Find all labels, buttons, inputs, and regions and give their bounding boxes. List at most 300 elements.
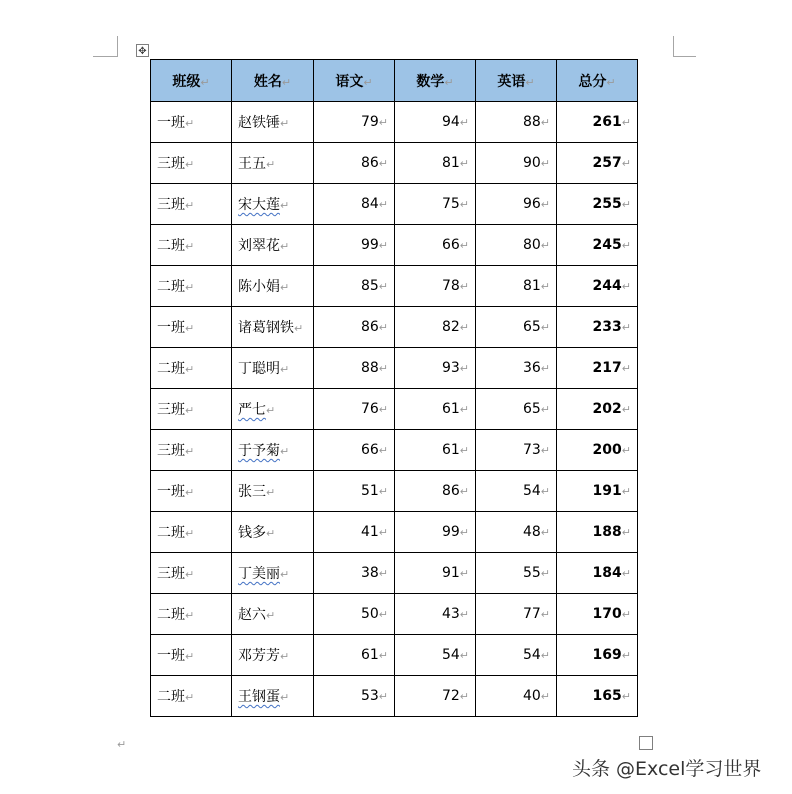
chinese-score-cell-value: 76 (360, 401, 379, 417)
class-cell[interactable] (151, 594, 232, 635)
column-header-label: 班级 (172, 73, 201, 90)
name-cell-value: 丁美丽 (238, 566, 280, 582)
cell-end-mark: ↵ (280, 445, 290, 458)
cell-end-mark: ↵ (459, 403, 469, 416)
cell-end-mark: ↵ (185, 691, 195, 704)
total-score-cell[interactable] (557, 430, 638, 471)
cell-end-mark: ↵ (185, 445, 195, 458)
total-score-cell-value: 233 (592, 319, 622, 335)
class-cell-value: 一班 (157, 648, 185, 664)
name-cell[interactable] (232, 594, 314, 635)
math-score-cell[interactable] (395, 594, 476, 635)
total-score-cell-value: 188 (592, 524, 622, 540)
class-cell-value: 一班 (157, 115, 185, 131)
math-score-cell-value: 43 (441, 606, 460, 622)
table-row (151, 594, 638, 635)
cell-end-mark: ↵ (378, 321, 388, 334)
english-score-cell-value: 36 (522, 360, 541, 376)
name-cell-value: 于予菊 (238, 443, 280, 459)
english-score-cell-value: 54 (522, 483, 541, 499)
english-score-cell-value: 96 (522, 196, 541, 212)
cell-end-mark: ↵ (378, 608, 388, 621)
column-header[interactable] (476, 60, 557, 102)
cell-end-mark: ↵ (185, 609, 195, 622)
column-header[interactable] (314, 60, 395, 102)
cell-end-mark: ↵ (200, 75, 210, 89)
name-cell-value: 王五 (238, 156, 266, 172)
cell-end-mark: ↵ (280, 117, 290, 130)
table-move-handle-icon[interactable]: ✥ (136, 44, 149, 57)
chinese-score-cell-value: 79 (360, 114, 379, 130)
cell-end-mark: ↵ (280, 363, 290, 376)
cell-end-mark: ↵ (185, 158, 195, 171)
cell-end-mark: ↵ (459, 157, 469, 170)
english-score-cell-value: 65 (522, 319, 541, 335)
chinese-score-cell[interactable] (314, 512, 395, 553)
chinese-score-cell[interactable] (314, 471, 395, 512)
column-header-label: 总分 (578, 73, 607, 90)
cell-end-mark: ↵ (378, 690, 388, 703)
chinese-score-cell[interactable] (314, 266, 395, 307)
cell-end-mark: ↵ (540, 280, 550, 293)
math-score-cell[interactable] (395, 471, 476, 512)
cell-end-mark: ↵ (459, 690, 469, 703)
cell-end-mark: ↵ (621, 157, 631, 170)
cell-end-mark: ↵ (266, 404, 276, 417)
cell-end-mark: ↵ (378, 239, 388, 252)
table-header-row (151, 60, 638, 102)
english-score-cell[interactable] (476, 676, 557, 717)
cell-end-mark: ↵ (459, 321, 469, 334)
table-row (151, 512, 638, 553)
class-cell-value: 二班 (157, 607, 185, 623)
table-row (151, 430, 638, 471)
column-header-label: 英语 (497, 73, 526, 90)
english-score-cell-value: 81 (522, 278, 541, 294)
cell-end-mark: ↵ (185, 363, 195, 376)
name-cell[interactable] (232, 512, 314, 553)
math-score-cell-value: 61 (441, 401, 460, 417)
cell-end-mark: ↵ (540, 321, 550, 334)
cell-end-mark: ↵ (378, 649, 388, 662)
total-score-cell-value: 169 (592, 647, 622, 663)
class-cell[interactable] (151, 184, 232, 225)
math-score-cell-value: 72 (441, 688, 460, 704)
cell-end-mark: ↵ (280, 199, 290, 212)
class-cell-value: 二班 (157, 279, 185, 295)
total-score-cell-value: 165 (592, 688, 622, 704)
table-row (151, 676, 638, 717)
column-header[interactable] (395, 60, 476, 102)
table-row (151, 266, 638, 307)
cell-end-mark: ↵ (280, 568, 290, 581)
cell-end-mark: ↵ (459, 526, 469, 539)
chinese-score-cell[interactable] (314, 430, 395, 471)
math-score-cell-value: 91 (441, 565, 460, 581)
cell-end-mark: ↵ (459, 567, 469, 580)
total-score-cell-value: 261 (592, 114, 622, 130)
cell-end-mark: ↵ (185, 240, 195, 253)
class-cell[interactable] (151, 389, 232, 430)
english-score-cell[interactable] (476, 471, 557, 512)
cell-end-mark: ↵ (459, 116, 469, 129)
cell-end-mark: ↵ (540, 157, 550, 170)
math-score-cell[interactable] (395, 143, 476, 184)
name-cell[interactable] (232, 389, 314, 430)
class-cell[interactable] (151, 553, 232, 594)
cell-end-mark: ↵ (621, 567, 631, 580)
chinese-score-cell[interactable] (314, 348, 395, 389)
class-cell-value: 三班 (157, 402, 185, 418)
cell-end-mark: ↵ (459, 608, 469, 621)
cell-end-mark: ↵ (378, 485, 388, 498)
cell-end-mark: ↵ (525, 75, 535, 89)
class-cell[interactable] (151, 307, 232, 348)
total-score-cell[interactable] (557, 266, 638, 307)
watermark: 头条 @Excel学习世界 (572, 758, 762, 780)
class-cell[interactable] (151, 143, 232, 184)
name-cell-value: 陈小娟 (238, 279, 280, 295)
cell-end-mark: ↵ (185, 404, 195, 417)
chinese-score-cell-value: 88 (360, 360, 379, 376)
math-score-cell-value: 82 (441, 319, 460, 335)
total-score-cell-value: 245 (592, 237, 622, 253)
math-score-cell-value: 75 (441, 196, 460, 212)
chinese-score-cell[interactable] (314, 143, 395, 184)
name-cell-value: 宋大莲 (238, 197, 280, 213)
cell-end-mark: ↵ (540, 485, 550, 498)
chinese-score-cell[interactable] (314, 184, 395, 225)
english-score-cell[interactable] (476, 184, 557, 225)
cell-end-mark: ↵ (280, 281, 290, 294)
math-score-cell[interactable] (395, 184, 476, 225)
cell-end-mark: ↵ (621, 485, 631, 498)
math-score-cell-value: 93 (441, 360, 460, 376)
cell-end-mark: ↵ (540, 567, 550, 580)
cell-end-mark: ↵ (459, 280, 469, 293)
name-cell-value: 张三 (238, 484, 266, 500)
column-header-label: 姓名 (253, 73, 282, 90)
chinese-score-cell-value: 51 (360, 483, 379, 499)
math-score-cell[interactable] (395, 389, 476, 430)
total-score-cell-value: 191 (592, 483, 622, 499)
crop-mark-top-right (673, 36, 696, 57)
chinese-score-cell[interactable] (314, 635, 395, 676)
paragraph-mark: ↵ (117, 738, 127, 751)
table-row (151, 389, 638, 430)
english-score-cell-value: 65 (522, 401, 541, 417)
chinese-score-cell[interactable] (314, 389, 395, 430)
table-body (151, 102, 638, 717)
cell-end-mark: ↵ (459, 198, 469, 211)
total-score-cell[interactable] (557, 348, 638, 389)
crop-mark-top-left (93, 36, 118, 57)
chinese-score-cell[interactable] (314, 307, 395, 348)
cell-end-mark: ↵ (621, 649, 631, 662)
class-cell[interactable] (151, 225, 232, 266)
cell-end-mark: ↵ (185, 650, 195, 663)
cell-end-mark: ↵ (621, 321, 631, 334)
total-score-cell[interactable] (557, 389, 638, 430)
cell-end-mark: ↵ (459, 239, 469, 252)
class-cell-value: 二班 (157, 689, 185, 705)
chinese-score-cell-value: 66 (360, 442, 379, 458)
cell-end-mark: ↵ (621, 116, 631, 129)
cell-end-mark: ↵ (378, 198, 388, 211)
class-cell-value: 一班 (157, 320, 185, 336)
chinese-score-cell-value: 50 (360, 606, 379, 622)
chinese-score-cell[interactable] (314, 102, 395, 143)
chinese-score-cell-value: 99 (360, 237, 379, 253)
cell-end-mark: ↵ (280, 691, 290, 704)
cell-end-mark: ↵ (540, 444, 550, 457)
cell-end-mark: ↵ (281, 75, 292, 89)
class-cell-value: 二班 (157, 361, 185, 377)
table-row (151, 307, 638, 348)
name-cell[interactable] (232, 102, 314, 143)
english-score-cell[interactable] (476, 430, 557, 471)
cell-end-mark: ↵ (459, 649, 469, 662)
math-score-cell-value: 86 (441, 483, 460, 499)
cell-end-mark: ↵ (459, 485, 469, 498)
chinese-score-cell[interactable] (314, 553, 395, 594)
cell-end-mark: ↵ (540, 526, 550, 539)
table-row (151, 553, 638, 594)
name-cell-value: 丁聪明 (238, 361, 280, 377)
total-score-cell[interactable] (557, 553, 638, 594)
name-cell[interactable] (232, 635, 314, 676)
total-score-cell[interactable] (557, 143, 638, 184)
class-cell-value: 三班 (157, 156, 185, 172)
english-score-cell-value: 55 (522, 565, 541, 581)
chinese-score-cell-value: 61 (360, 647, 379, 663)
cell-end-mark: ↵ (378, 157, 388, 170)
class-cell[interactable] (151, 512, 232, 553)
english-score-cell-value: 54 (522, 647, 541, 663)
cell-end-mark: ↵ (280, 650, 290, 663)
chinese-score-cell-value: 53 (360, 688, 379, 704)
cell-end-mark: ↵ (280, 240, 290, 253)
cell-end-mark: ↵ (540, 198, 550, 211)
class-cell-value: 二班 (157, 238, 185, 254)
total-score-cell[interactable] (557, 471, 638, 512)
total-score-cell-value: 202 (592, 401, 622, 417)
total-score-cell-value: 200 (592, 442, 622, 458)
cell-end-mark: ↵ (621, 444, 631, 457)
chinese-score-cell[interactable] (314, 676, 395, 717)
cell-end-mark: ↵ (378, 362, 388, 375)
total-score-cell[interactable] (557, 635, 638, 676)
table-resize-handle[interactable] (639, 736, 653, 750)
class-cell[interactable] (151, 635, 232, 676)
math-score-cell[interactable] (395, 307, 476, 348)
cell-end-mark: ↵ (185, 281, 195, 294)
class-cell-value: 三班 (157, 197, 185, 213)
name-cell-value: 王钢蛋 (238, 689, 280, 705)
math-score-cell-value: 66 (441, 237, 460, 253)
class-cell[interactable] (151, 471, 232, 512)
chinese-score-cell-value: 86 (360, 319, 379, 335)
cell-end-mark: ↵ (185, 199, 195, 212)
math-score-cell[interactable] (395, 553, 476, 594)
chinese-score-cell-value: 84 (360, 196, 379, 212)
cell-end-mark: ↵ (621, 608, 631, 621)
cell-end-mark: ↵ (540, 362, 550, 375)
column-header-label: 数学 (416, 73, 445, 90)
math-score-cell[interactable] (395, 512, 476, 553)
chinese-score-cell-value: 85 (360, 278, 379, 294)
math-score-cell[interactable] (395, 102, 476, 143)
score-table[interactable] (150, 59, 638, 717)
english-score-cell-value: 77 (522, 606, 541, 622)
name-cell[interactable] (232, 553, 314, 594)
total-score-cell[interactable] (557, 102, 638, 143)
cell-end-mark: ↵ (185, 486, 195, 499)
class-cell-value: 一班 (157, 484, 185, 500)
math-score-cell[interactable] (395, 225, 476, 266)
cell-end-mark: ↵ (621, 403, 631, 416)
name-cell[interactable] (232, 348, 314, 389)
cell-end-mark: ↵ (621, 362, 631, 375)
math-score-cell-value: 99 (441, 524, 460, 540)
cell-end-mark: ↵ (459, 444, 469, 457)
math-score-cell[interactable] (395, 635, 476, 676)
math-score-cell[interactable] (395, 266, 476, 307)
name-cell-value: 严七 (238, 402, 266, 418)
name-cell[interactable] (232, 676, 314, 717)
table-row (151, 348, 638, 389)
chinese-score-cell[interactable] (314, 594, 395, 635)
table-row (151, 635, 638, 676)
math-score-cell-value: 81 (441, 155, 460, 171)
cell-end-mark: ↵ (540, 649, 550, 662)
class-cell[interactable] (151, 102, 232, 143)
cell-end-mark: ↵ (540, 116, 550, 129)
english-score-cell[interactable] (476, 635, 557, 676)
cell-end-mark: ↵ (266, 486, 276, 499)
cell-end-mark: ↵ (540, 608, 550, 621)
english-score-cell-value: 80 (522, 237, 541, 253)
cell-end-mark: ↵ (378, 526, 388, 539)
total-score-cell-value: 170 (592, 606, 622, 622)
chinese-score-cell-value: 41 (360, 524, 379, 540)
cell-end-mark: ↵ (444, 75, 454, 89)
column-header[interactable] (151, 60, 232, 102)
english-score-cell-value: 48 (522, 524, 541, 540)
table-row (151, 143, 638, 184)
name-cell[interactable] (232, 184, 314, 225)
class-cell-value: 二班 (157, 525, 185, 541)
total-score-cell[interactable] (557, 676, 638, 717)
total-score-cell-value: 217 (592, 360, 622, 376)
total-score-cell[interactable] (557, 307, 638, 348)
english-score-cell[interactable] (476, 143, 557, 184)
chinese-score-cell[interactable] (314, 225, 395, 266)
total-score-cell-value: 244 (592, 278, 622, 294)
name-cell-value: 刘翠花 (238, 238, 280, 254)
cell-end-mark: ↵ (459, 362, 469, 375)
english-score-cell[interactable] (476, 594, 557, 635)
cell-end-mark: ↵ (294, 322, 304, 335)
cell-end-mark: ↵ (185, 527, 195, 540)
class-cell-value: 三班 (157, 566, 185, 582)
chinese-score-cell-value: 38 (360, 565, 379, 581)
class-cell[interactable] (151, 348, 232, 389)
cell-end-mark: ↵ (606, 75, 616, 89)
column-header[interactable] (232, 60, 314, 102)
math-score-cell-value: 61 (441, 442, 460, 458)
class-cell[interactable] (151, 430, 232, 471)
english-score-cell-value: 90 (522, 155, 541, 171)
math-score-cell[interactable] (395, 676, 476, 717)
english-score-cell[interactable] (476, 225, 557, 266)
english-score-cell[interactable] (476, 553, 557, 594)
cell-end-mark: ↵ (621, 198, 631, 211)
english-score-cell[interactable] (476, 512, 557, 553)
class-cell[interactable] (151, 266, 232, 307)
total-score-cell[interactable] (557, 184, 638, 225)
name-cell-value: 钱多 (238, 525, 266, 541)
cell-end-mark: ↵ (540, 239, 550, 252)
total-score-cell[interactable] (557, 512, 638, 553)
english-score-cell[interactable] (476, 266, 557, 307)
cell-end-mark: ↵ (378, 567, 388, 580)
cell-end-mark: ↵ (621, 280, 631, 293)
name-cell-value: 赵六 (238, 607, 266, 623)
name-cell-value: 邓芳芳 (238, 648, 280, 664)
name-cell[interactable] (232, 143, 314, 184)
cell-end-mark: ↵ (185, 117, 195, 130)
name-cell[interactable] (232, 225, 314, 266)
name-cell-value: 赵铁锤 (238, 115, 280, 131)
table-row (151, 184, 638, 225)
english-score-cell-value: 88 (522, 114, 541, 130)
english-score-cell[interactable] (476, 389, 557, 430)
english-score-cell[interactable] (476, 307, 557, 348)
name-cell[interactable] (232, 307, 314, 348)
cell-end-mark: ↵ (266, 609, 276, 622)
cell-end-mark: ↵ (266, 527, 276, 540)
table-row (151, 471, 638, 512)
english-score-cell-value: 40 (522, 688, 541, 704)
cell-end-mark: ↵ (378, 444, 388, 457)
english-score-cell[interactable] (476, 348, 557, 389)
total-score-cell-value: 255 (592, 196, 622, 212)
name-cell-value: 诸葛钢铁 (238, 320, 294, 336)
class-cell[interactable] (151, 676, 232, 717)
column-header[interactable] (557, 60, 638, 102)
cell-end-mark: ↵ (363, 75, 373, 89)
name-cell[interactable] (232, 430, 314, 471)
english-score-cell[interactable] (476, 102, 557, 143)
total-score-cell[interactable] (557, 594, 638, 635)
table-row (151, 102, 638, 143)
class-cell-value: 三班 (157, 443, 185, 459)
table-row (151, 225, 638, 266)
cell-end-mark: ↵ (621, 690, 631, 703)
cell-end-mark: ↵ (378, 403, 388, 416)
math-score-cell[interactable] (395, 348, 476, 389)
total-score-cell[interactable] (557, 225, 638, 266)
math-score-cell-value: 78 (441, 278, 460, 294)
cell-end-mark: ↵ (540, 690, 550, 703)
english-score-cell-value: 73 (522, 442, 541, 458)
name-cell[interactable] (232, 266, 314, 307)
cell-end-mark: ↵ (266, 158, 276, 171)
total-score-cell-value: 184 (592, 565, 622, 581)
name-cell[interactable] (232, 471, 314, 512)
math-score-cell[interactable] (395, 430, 476, 471)
